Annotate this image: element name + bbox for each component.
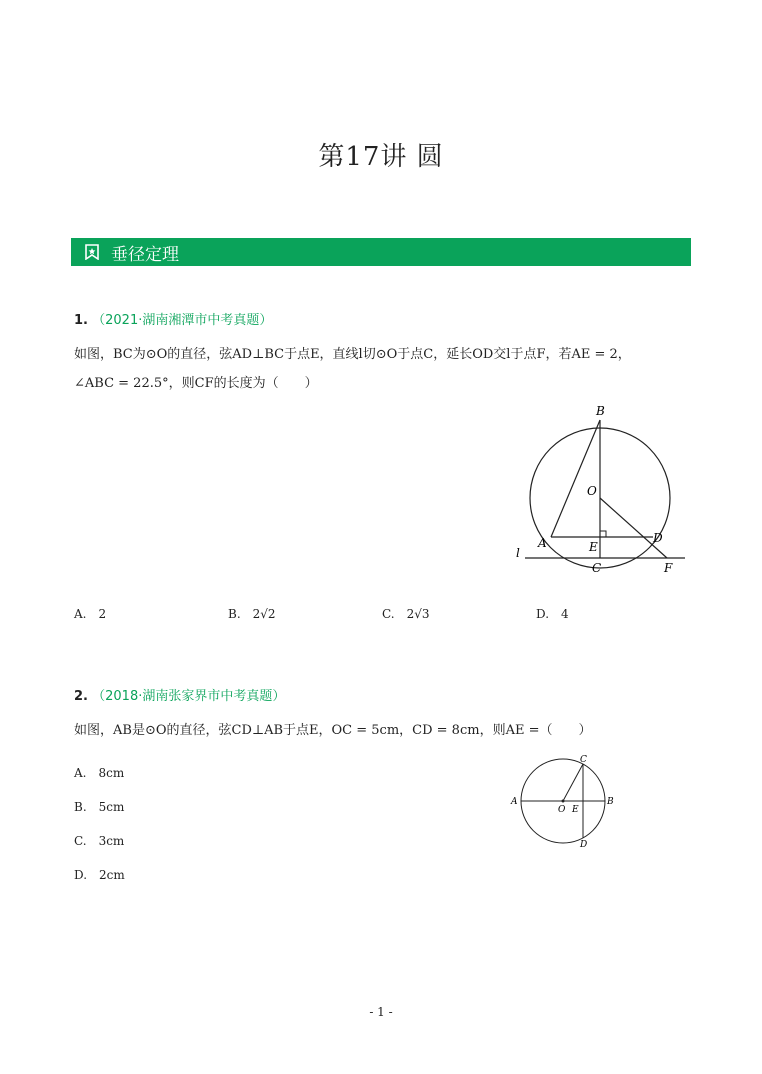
- option-b[interactable]: B. 2√2: [228, 607, 276, 621]
- segment-oc: [563, 764, 583, 801]
- option-c[interactable]: C. 2√3: [382, 607, 430, 621]
- page-number: - 1 -: [369, 1005, 393, 1019]
- label-a: A: [538, 536, 547, 550]
- question-text-line: 如图，AB是⊙O的直径，弦CD⊥AB于点E，OC = 5cm，CD = 8cm，则AE =（ ）: [74, 723, 592, 738]
- label-l: l: [516, 546, 520, 560]
- label-b: B: [607, 797, 614, 807]
- label-e: E: [589, 540, 598, 554]
- question-1-figure: [505, 400, 700, 578]
- bookmark-star-icon: [85, 244, 99, 260]
- option-d[interactable]: D. 4: [536, 607, 569, 621]
- section-header: [71, 238, 691, 266]
- label-d: D: [580, 840, 588, 850]
- label-e: E: [572, 805, 579, 815]
- label-o: O: [587, 484, 597, 498]
- question-source: （2021·湖南湘潭市中考真题）: [92, 313, 273, 328]
- question-text-line: ∠ABC = 22.5°，则CF的长度为（ ）: [74, 376, 318, 391]
- question-number: 1.: [74, 313, 88, 328]
- label-d: D: [653, 531, 663, 545]
- question-text-line: 如图，BC为⊙O的直径，弦AD⊥BC于点E，直线l切⊙O于点C，延长OD交l于点F，若AE = 2，: [74, 347, 631, 362]
- question-2-figure: [508, 750, 620, 850]
- question-1-header: [74, 309, 272, 328]
- label-o: O: [558, 805, 566, 815]
- question-source: （2018·湖南张家界市中考真题）: [92, 689, 286, 704]
- option-a[interactable]: A. 8cm: [74, 766, 125, 780]
- option-a[interactable]: A. 2: [74, 607, 107, 621]
- question-1-text: [74, 340, 694, 398]
- label-c: C: [580, 755, 587, 765]
- label-a: A: [511, 797, 518, 807]
- label-c: C: [592, 561, 602, 575]
- segment-ab: [551, 420, 600, 537]
- question-1-options: [74, 605, 694, 625]
- center-dot: [562, 800, 565, 803]
- page-title: 第17讲 圆: [318, 142, 444, 172]
- label-b: B: [596, 404, 605, 418]
- question-number: 2.: [74, 689, 88, 704]
- segment-of: [600, 498, 667, 558]
- option-d[interactable]: D. 2cm: [74, 868, 125, 882]
- label-f: F: [664, 561, 673, 575]
- option-b[interactable]: B. 5cm: [74, 800, 125, 814]
- question-2-text: [74, 716, 694, 745]
- question-2-header: [74, 685, 285, 704]
- section-title: 垂径定理: [111, 244, 179, 265]
- option-c[interactable]: C. 3cm: [74, 834, 125, 848]
- right-angle-mark: [600, 531, 606, 537]
